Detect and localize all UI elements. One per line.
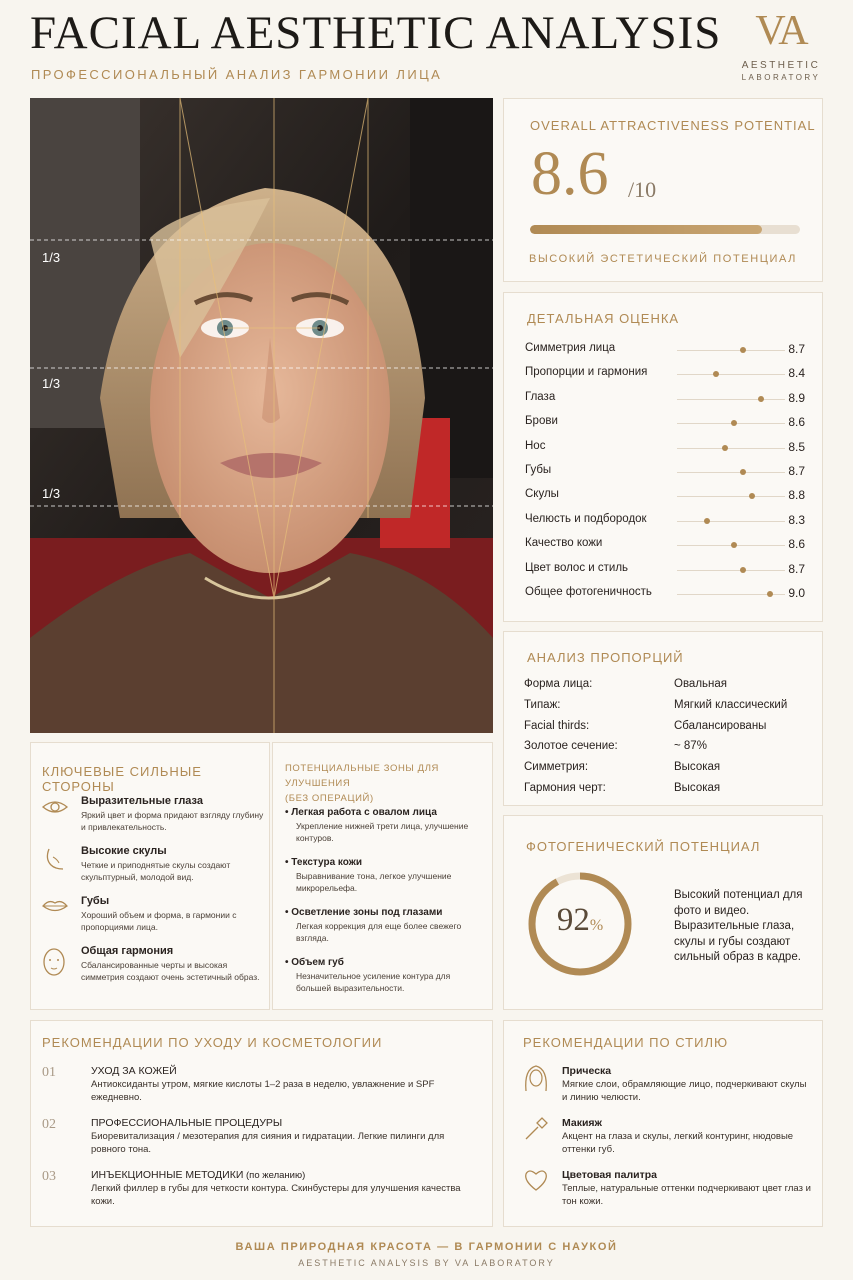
third-label-lower: 1/3 [42,486,61,501]
proportion-row [524,740,707,753]
score-progress-fill [530,225,762,234]
score-tagline: ВЫСОКИЙ ЭСТЕТИЧЕСКИЙ ПОТЕНЦИАЛ [529,253,797,265]
detail-dot [767,591,773,597]
detail-row [525,412,805,432]
proportion-heading: АНАЛИЗ ПРОПОРЦИЙ [527,650,684,665]
score-progress-bar [530,225,800,234]
proportion-value: Высокая [674,782,721,794]
care-desc: Легкий филлер в губы для четкости контура. Скинбустеры для улучшения качества кожи. [91,1183,461,1207]
logo-mark: VA [755,8,807,54]
improvement-title-row [285,857,485,868]
bullet-icon: • [285,957,292,968]
care-item [42,1169,482,1213]
improvement-desc: Выравнивание тона, легкое улучшение микрорельефа. [296,871,452,893]
care-heading: РЕКОМЕНДАЦИИ ПО УХОДУ И КОСМЕТОЛОГИИ [42,1035,383,1050]
logo-line-1: AESTHETIC [741,60,821,71]
detail-line [677,374,785,375]
detail-line [677,496,785,497]
face-icon [41,947,67,982]
detail-row [525,485,805,505]
improvement-title-row [285,957,485,968]
improvement-heading [285,761,492,806]
lips-icon [41,897,69,920]
detailed-rating-card [503,292,823,622]
proportion-value: Овальная [674,678,727,690]
photogenic-value-wrap [525,902,635,939]
detail-value: 8.7 [788,561,805,576]
improvement-desc: Укрепление нижней трети лица, улучшение контуров. [296,821,469,843]
care-number: 03 [42,1169,56,1184]
improvement-title: Текстура кожи [291,857,362,868]
detail-line [677,472,785,473]
strength-desc: Четкие и приподнятые скулы создают скульптурный, молодой вид. [81,860,231,882]
care-recommendations-card [30,1020,493,1227]
care-desc: Антиоксиданты утром, мягкие кислоты 1–2 раза в неделю, увлажнение и SPF ежедневно. [91,1079,435,1103]
detail-dot [731,542,737,548]
detail-dot [758,396,764,402]
style-desc: Мягкие слои, обрамляющие лицо, подчеркивают скулы и линию челюсти. [562,1079,807,1103]
improvement-title: Легкая работа с овалом лица [291,807,437,818]
style-title: Цветовая палитра [562,1169,658,1181]
detail-dot [749,493,755,499]
third-label-middle: 1/3 [42,376,61,391]
detail-value: 8.7 [788,464,805,478]
care-title: ИНЪЕКЦИОННЫЕ МЕТОДИКИ [91,1169,244,1181]
photogenic-unit: % [589,917,604,934]
overall-score-card [503,98,823,282]
photogenic-value: 92 [556,902,590,938]
page-title: FACIAL AESTHETIC ANALYSIS [30,7,722,59]
proportion-row [524,761,721,774]
score-value: 8.6 [531,140,609,208]
detail-value: 8.4 [788,366,805,381]
detail-line [677,399,785,400]
style-title: Прическа [562,1065,612,1077]
strengths-heading: КЛЮЧЕВЫЕ СИЛЬНЫЕ СТОРОНЫ [42,764,202,794]
detail-row [525,510,805,530]
strength-desc: Сбалансированные черты и высокая симметрия создают очень эстетичный образ. [81,960,260,982]
detail-dot [740,347,746,353]
proportion-value: ~ 87% [674,740,707,753]
face-photo [30,98,493,733]
detail-value: 9.0 [788,586,805,600]
makeup-brush-icon [522,1115,550,1148]
hair-icon [522,1063,550,1098]
photogenic-description: Высокий потенциал для фото и видео. Выразительные глаза, скулы и губы создают сильный образ в кадре. [674,889,803,963]
detail-label: Губы [525,464,552,476]
proportion-label: Гармония черт: [524,782,606,794]
proportion-row [524,678,727,690]
care-title-row [91,1117,282,1129]
detail-row [525,339,805,359]
care-title: ПРОФЕССИОНАЛЬНЫЕ ПРОЦЕДУРЫ [91,1117,283,1129]
detail-row [525,363,805,383]
improvement-heading-line2: (БЕЗ ОПЕРАЦИЙ) [285,793,374,804]
care-item [42,1117,482,1161]
strength-title: Выразительные глаза [81,795,203,807]
heart-icon [522,1167,550,1198]
detail-label: Брови [525,415,558,428]
detail-label: Пропорции и гармония [525,366,648,379]
detail-label: Глаза [525,390,556,403]
detail-value: 8.6 [788,415,805,430]
detail-dot [713,371,719,377]
detail-dot [704,518,710,524]
style-item [562,1065,812,1104]
detail-dot [740,469,746,475]
strength-desc: Хороший объем и форма, в гармонии с пропорциями лица. [81,910,237,932]
improvement-title: Осветление зоны под глазами [291,907,443,918]
detail-row [525,461,805,481]
proportion-value: Сбалансированы [674,719,767,732]
style-item [562,1117,812,1156]
score-max: /10 [628,177,657,202]
bullet-icon: • [285,807,292,818]
detail-line [677,350,785,351]
proportion-row [524,782,721,794]
care-item [42,1065,482,1109]
detail-row [525,437,805,457]
style-heading: РЕКОМЕНДАЦИИ ПО СТИЛЮ [523,1035,729,1050]
care-title-row [91,1065,177,1077]
detail-value: 8.8 [788,488,805,503]
detail-row [525,583,805,603]
detail-value: 8.9 [788,390,805,405]
care-title: УХОД ЗА КОЖЕЙ [91,1065,177,1077]
detail-value: 8.5 [788,439,805,454]
care-desc: Биоревитализация / мезотерапия для сияния и гидратации. Легкие пилинги для ровного тона. [91,1131,445,1155]
improvement-title-row [285,907,485,918]
proportion-label: Facial thirds: [524,719,590,732]
detail-label: Качество кожи [525,537,603,550]
improvement-title: Объем губ [291,957,344,968]
improvement-item [285,807,485,844]
strength-item [81,895,266,933]
detail-label: Челюсть и подбородок [525,512,647,525]
improvement-item [285,907,485,944]
proportion-label: Форма лица: [524,678,593,690]
proportion-analysis-card [503,631,823,806]
improvement-desc: Легкая коррекция для еще более свежего взгляда. [296,921,462,943]
detail-dot [740,567,746,573]
detail-line [677,570,785,571]
logo-line-2: LABORATORY [741,73,821,82]
detail-dot [722,445,728,451]
detail-label: Цвет волос и стиль [525,561,629,574]
style-desc: Акцент на глаза и скулы, легкий контуринг, нюдовые оттенки губ. [562,1131,794,1155]
strength-item [81,945,266,983]
photogenic-heading: ФОТОГЕНИЧЕСКИЙ ПОТЕНЦИАЛ [526,839,761,854]
care-title-row [91,1169,305,1181]
strength-title: Общая гармония [81,945,174,957]
care-number: 02 [42,1117,56,1132]
detail-row [525,534,805,554]
detail-dot [731,420,737,426]
cheekbone-icon [41,847,69,878]
style-title: Макияж [562,1117,602,1129]
strength-title: Высокие скулы [81,845,167,857]
improvement-zones-card [272,742,493,1010]
improvement-heading-line1: ПОТЕНЦИАЛЬНЫЕ ЗОНЫ ДЛЯ УЛУЧШЕНИЯ [285,763,439,789]
eye-icon [41,797,69,822]
strength-item [81,845,266,883]
strength-desc: Яркий цвет и форма придают взгляду глубину и привлекательность. [81,810,264,832]
proportion-label: Золотое сечение: [524,740,618,753]
improvement-desc: Незначительное усиление контура для большей выразительности. [296,971,451,993]
care-note: (по желанию) [243,1170,306,1181]
care-number: 01 [42,1065,56,1080]
detail-label: Нос [525,439,546,452]
detail-value: 8.6 [788,537,805,552]
proportion-value: Высокая [674,761,721,774]
detail-line [677,448,785,449]
detail-line [677,521,785,522]
style-item [562,1169,812,1208]
strength-title: Губы [81,895,110,907]
proportion-row [524,719,767,732]
detail-row [525,559,805,579]
detail-label: Общее фотогеничность [525,586,652,598]
proportion-label: Симметрия: [524,761,589,774]
footer-tagline: ВАША ПРИРОДНАЯ КРАСОТА — В ГАРМОНИИ С НАУКОЙ [235,1241,618,1253]
bullet-icon: • [285,857,292,868]
strengths-card [30,742,270,1010]
score-heading: OVERALL ATTRACTIVENESS POTENTIAL [530,118,816,133]
detail-heading: ДЕТАЛЬНАЯ ОЦЕНКА [527,311,680,326]
bullet-icon: • [285,907,292,918]
improvement-item [285,957,485,994]
improvement-title-row [285,807,485,818]
style-desc: Теплые, натуральные оттенки подчеркивают цвет глаз и тон кожи. [562,1183,811,1207]
style-recommendations-card [503,1020,823,1227]
improvement-item [285,857,485,894]
face-photo-illustration [30,98,493,733]
third-label-upper: 1/3 [42,250,61,265]
detail-label: Скулы [525,488,559,501]
page-subtitle: ПРОФЕССИОНАЛЬНЫЙ АНАЛИЗ ГАРМОНИИ ЛИЦА [31,67,443,82]
logo [735,8,827,82]
footer-credit: AESTHETIC ANALYSIS BY VA LABORATORY [298,1258,555,1268]
photogenic-card [503,815,823,1010]
detail-value: 8.3 [788,512,805,527]
strength-item [81,795,266,833]
detail-value: 8.7 [788,342,805,356]
proportion-label: Типаж: [524,698,561,711]
detail-label: Симметрия лица [525,342,616,354]
proportion-value: Мягкий классический [674,698,788,711]
detail-row [525,388,805,408]
proportion-row [524,698,788,711]
